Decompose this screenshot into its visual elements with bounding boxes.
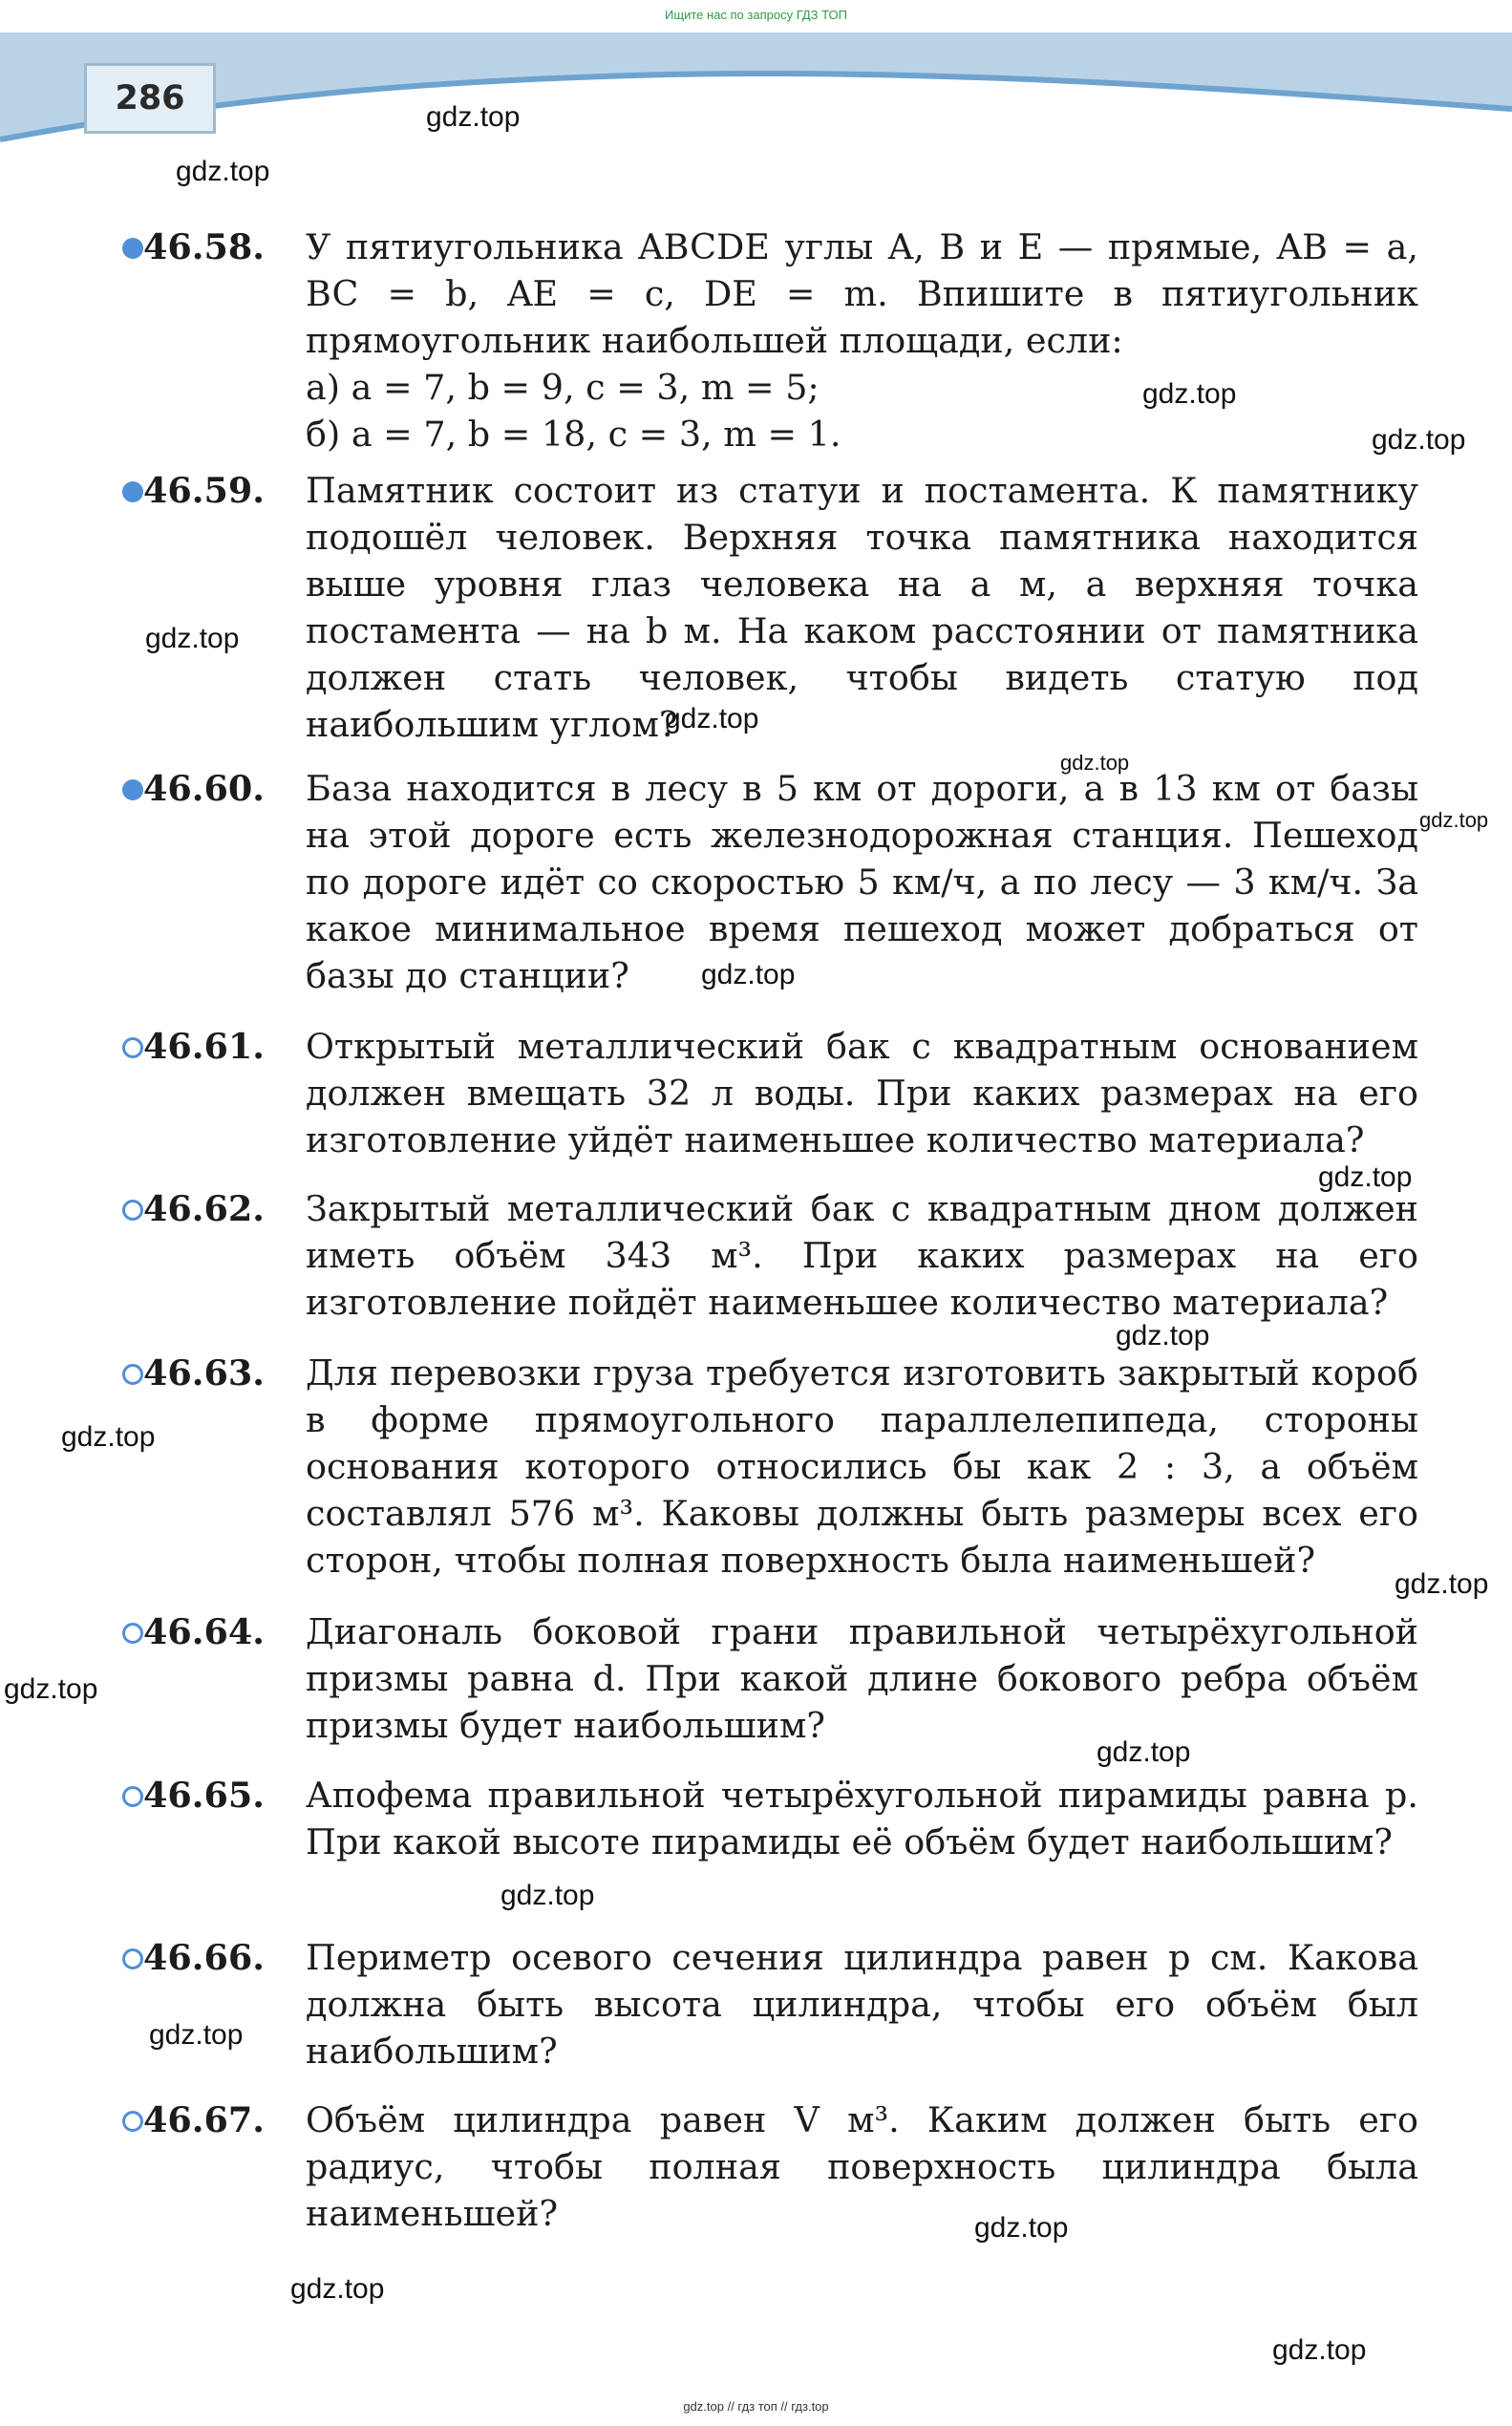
watermark: gdz.top xyxy=(1372,424,1466,456)
problem-text: Памятник состоит из статуи и постамента. К памятнику подошёл человек. Верхняя точка памятника находится выше уровня глаз человека на a м, а верхняя точка постамента — на b м. На каком расстоянии от памятника должен стать человек, чтобы видеть статую под наибольшим углом? xyxy=(306,470,1418,745)
header-band xyxy=(0,32,1512,147)
hollow-circle-icon xyxy=(122,1623,143,1644)
problem-number: 46.62. xyxy=(143,1185,265,1232)
watermark: gdz.top xyxy=(1060,751,1130,775)
problem-text: Для перевозки груза требуется изготовить закрытый короб в форме прямоугольного параллелепипеда, стороны основания которого относились бы как 2 : 3, а объём составлял 576 м³. Каковы должны быть размеры всех его сторон, чтобы полная поверхность была наименьшей? xyxy=(306,1352,1418,1581)
problem-46-61 xyxy=(143,1023,1418,1163)
hollow-circle-icon xyxy=(122,1364,143,1385)
problem-number: 46.65. xyxy=(143,1772,265,1819)
problem-46-62 xyxy=(143,1185,1418,1326)
problem-text: База находится в лесу в 5 км от дороги, а в 13 км от базы на этой дороге есть железнодорожная станция. Пешеход по дороге идёт со скоростью 5 км/ч, а по лесу — 3 км/ч. За какое минимальное время пешеход может добраться от базы до станции? xyxy=(306,768,1418,996)
watermark: gdz.top xyxy=(145,623,240,654)
watermark: gdz.top xyxy=(1318,1161,1413,1193)
filled-circle-icon xyxy=(122,779,143,800)
problem-part: б) a = 7, b = 18, c = 3, m = 1. xyxy=(306,414,841,455)
hollow-circle-icon xyxy=(122,1200,143,1221)
problem-number: 46.58. xyxy=(143,223,265,270)
problem-text: Открытый металлический бак с квадратным основанием должен вмещать 32 л воды. При каких размерах на его изготовление уйдёт наименьшее количество материала? xyxy=(306,1026,1418,1160)
problem-number: 46.66. xyxy=(143,1934,265,1981)
watermark: gdz.top xyxy=(149,2019,244,2051)
problem-46-66 xyxy=(143,1934,1418,2075)
problem-46-63 xyxy=(143,1350,1418,1584)
problem-text: Диагональ боковой грани правильной четырёхугольной призмы равна d. При какой длине бокового ребра объём призмы будет наибольшим? xyxy=(306,1611,1418,1746)
top-banner: Ищите нас по запросу ГДЗ ТОП xyxy=(665,8,847,22)
watermark: gdz.top xyxy=(974,2212,1069,2244)
problem-text: У пятиугольника ABCDE углы A, B и E — прямые, AB = a, BC = b, AE = c, DE = m. Впишите в пятиугольник прямоугольник наибольшей площади, если: xyxy=(306,226,1418,361)
hollow-circle-icon xyxy=(122,1037,143,1058)
watermark: gdz.top xyxy=(61,1421,156,1453)
watermark: gdz.top xyxy=(1272,2334,1367,2366)
problem-text: Периметр осевого сечения цилиндра равен p см. Какова должна быть высота цилиндра, чтобы его объём был наибольшим? xyxy=(306,1937,1418,2072)
problem-number: 46.63. xyxy=(143,1350,265,1396)
problem-number: 46.59. xyxy=(143,467,265,514)
problem-46-58 xyxy=(143,223,1418,458)
hollow-circle-icon xyxy=(122,2111,143,2132)
bottom-banner: gdz.top // гдз топ // гдз.top xyxy=(683,2399,829,2414)
watermark: gdz.top xyxy=(500,1880,595,1911)
watermark: gdz.top xyxy=(1116,1320,1210,1351)
problem-46-64 xyxy=(143,1608,1418,1749)
hollow-circle-icon xyxy=(122,1948,143,1969)
hollow-circle-icon xyxy=(122,1786,143,1807)
problem-number: 46.64. xyxy=(143,1608,265,1655)
problem-text: Апофема правильной четырёхугольной пирамиды равна p. При какой высоте пирамиды её объём будет наибольшим? xyxy=(306,1775,1418,1862)
page-number: 286 xyxy=(84,63,216,134)
problem-number: 46.61. xyxy=(143,1023,265,1070)
watermark: gdz.top xyxy=(701,959,796,990)
watermark: gdz.top xyxy=(1395,1568,1489,1600)
watermark: gdz.top xyxy=(4,1673,98,1705)
watermark: gdz.top xyxy=(426,101,521,133)
watermark: gdz.top xyxy=(290,2273,385,2305)
watermark: gdz.top xyxy=(176,156,270,187)
watermark: gdz.top xyxy=(665,703,759,734)
problem-text: Объём цилиндра равен V м³. Каким должен быть его радиус, чтобы полная поверхность цилиндра была наименьшей? xyxy=(306,2099,1418,2234)
problem-46-59 xyxy=(143,467,1418,748)
problem-number: 46.67. xyxy=(143,2096,265,2143)
filled-circle-icon xyxy=(122,481,143,502)
filled-circle-icon xyxy=(122,238,143,259)
problem-number: 46.60. xyxy=(143,765,265,812)
problem-46-65 xyxy=(143,1772,1418,1865)
problem-part: а) a = 7, b = 9, c = 3, m = 5; xyxy=(306,367,820,408)
watermark: gdz.top xyxy=(1142,378,1237,410)
problem-46-67 xyxy=(143,2096,1418,2237)
problem-text: Закрытый металлический бак с квадратным дном должен иметь объём 343 м³. При каких размерах на его изготовление пойдёт наименьшее количество материала? xyxy=(306,1188,1418,1323)
watermark: gdz.top xyxy=(1097,1736,1191,1768)
watermark: gdz.top xyxy=(1419,808,1489,832)
